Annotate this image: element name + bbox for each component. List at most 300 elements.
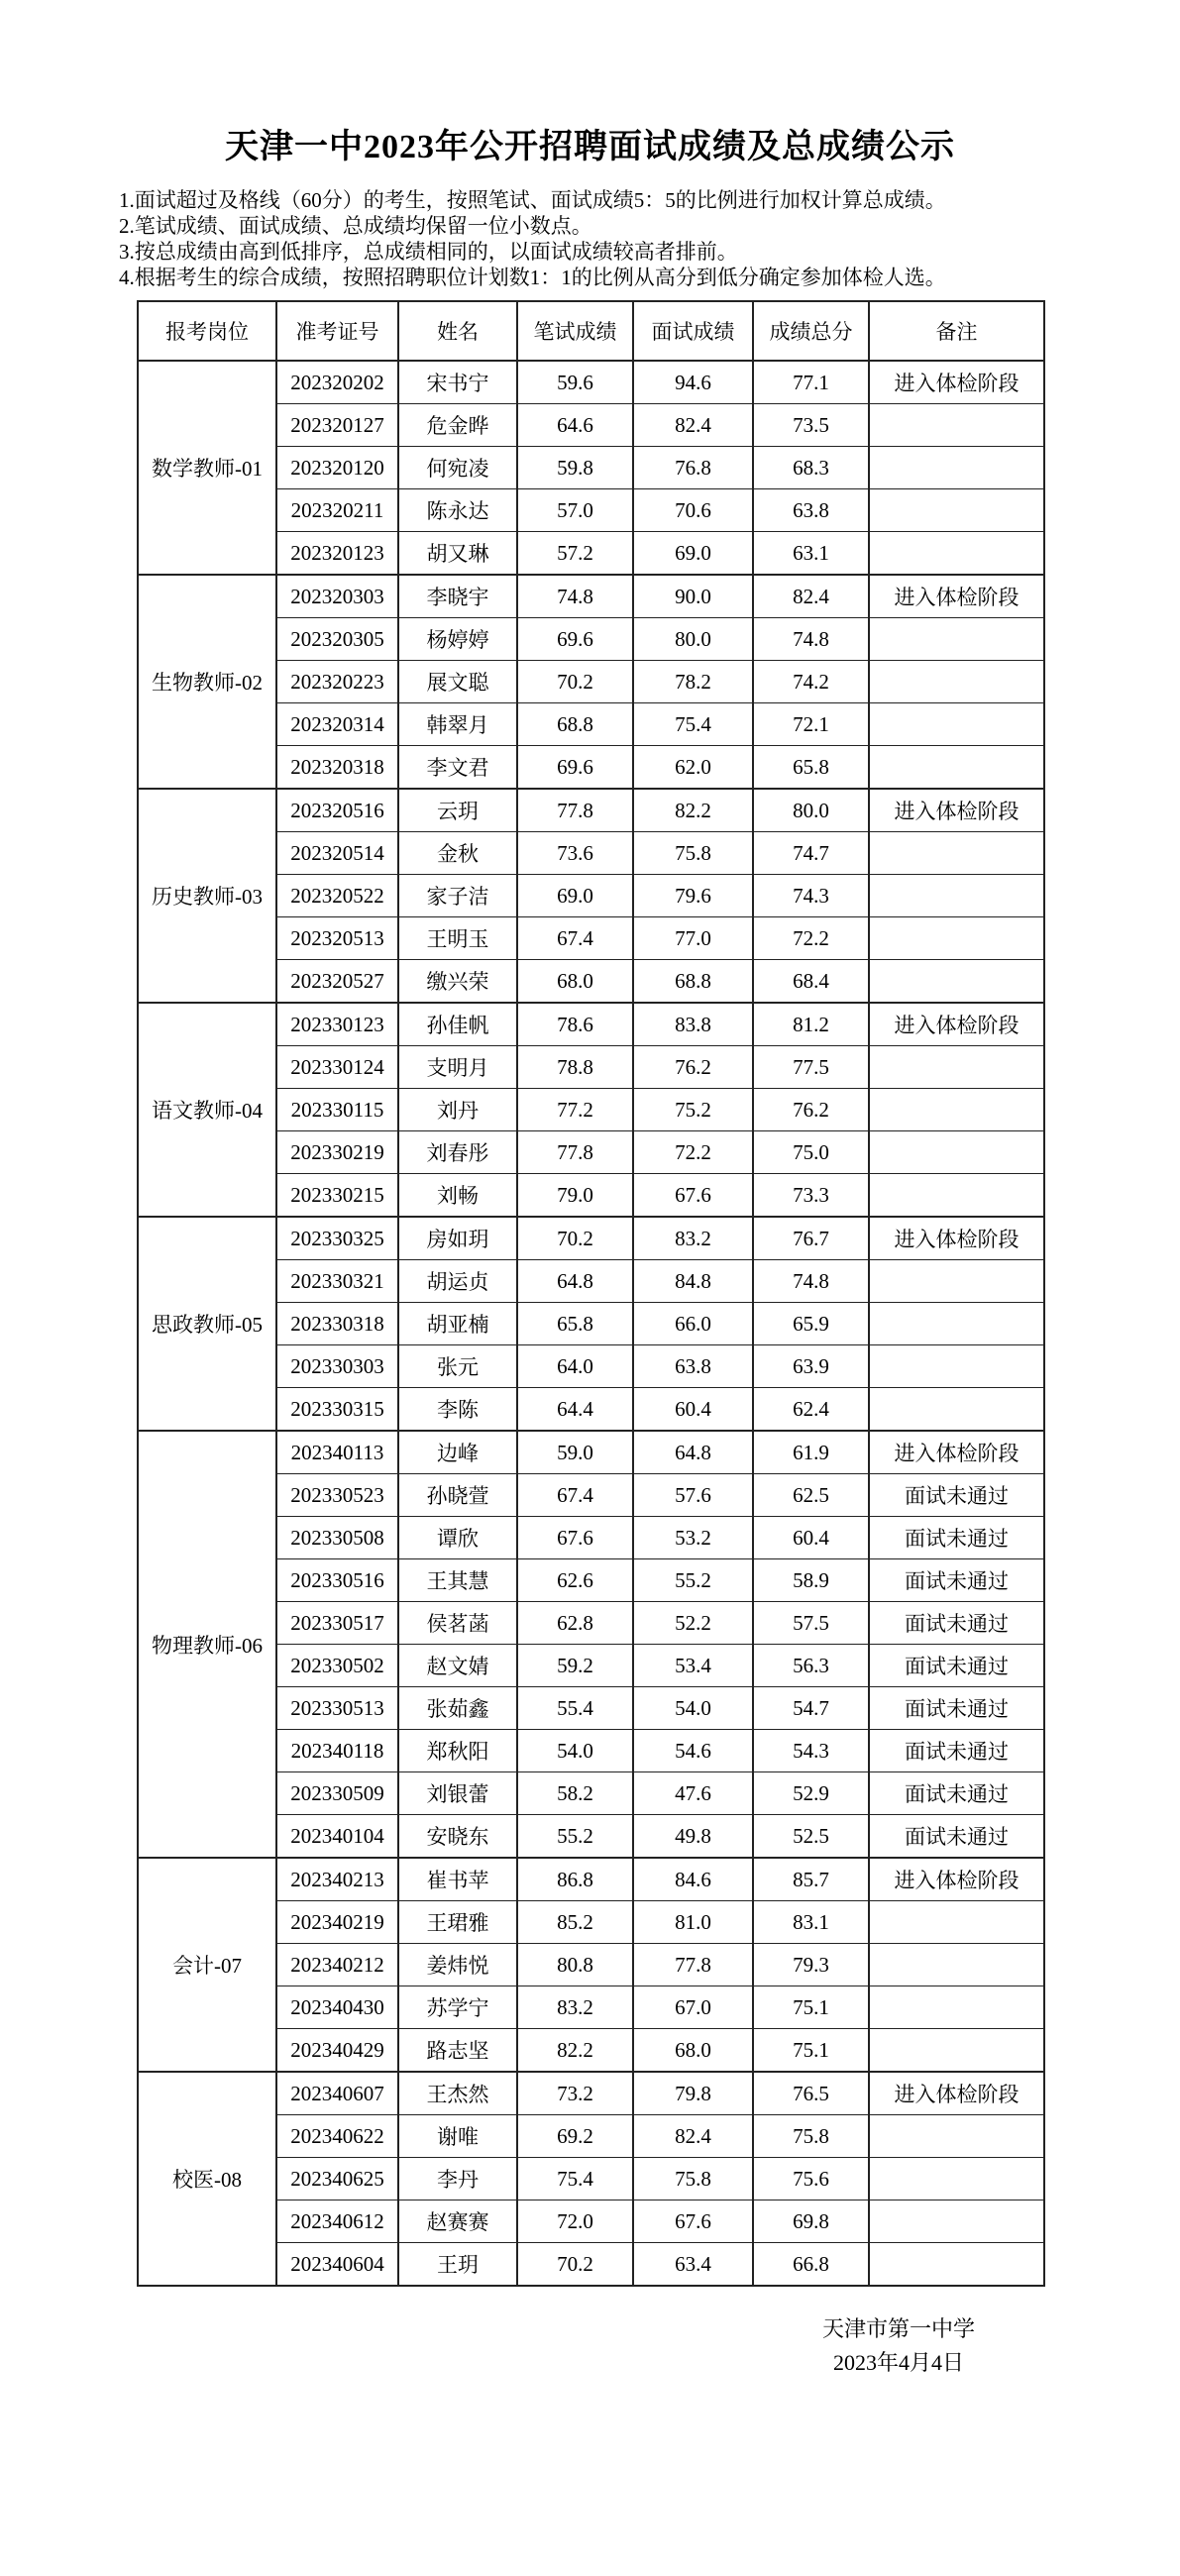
written-score-cell: 67.4 xyxy=(517,917,633,960)
written-score-cell: 77.8 xyxy=(517,1131,633,1174)
remark-cell xyxy=(869,404,1044,447)
written-score-cell: 59.2 xyxy=(517,1645,633,1687)
interview-score-cell: 64.8 xyxy=(633,1431,753,1474)
written-score-cell: 64.4 xyxy=(517,1388,633,1432)
exam-no-cell: 202330124 xyxy=(276,1046,398,1089)
interview-score-cell: 75.4 xyxy=(633,703,753,746)
name-cell: 家子洁 xyxy=(398,875,517,917)
interview-score-cell: 84.8 xyxy=(633,1260,753,1303)
total-score-cell: 75.1 xyxy=(753,1986,869,2029)
written-score-cell: 69.6 xyxy=(517,746,633,790)
exam-no-cell: 202320522 xyxy=(276,875,398,917)
total-score-cell: 74.3 xyxy=(753,875,869,917)
total-score-cell: 63.8 xyxy=(753,489,869,532)
total-score-cell: 74.2 xyxy=(753,661,869,703)
remark-cell: 进入体检阶段 xyxy=(869,575,1044,618)
written-score-cell: 64.8 xyxy=(517,1260,633,1303)
exam-no-cell: 202320318 xyxy=(276,746,398,790)
interview-score-cell: 63.4 xyxy=(633,2243,753,2287)
note-line: 4.根据考生的综合成绩，按照招聘职位计划数1：1的比例从高分到低分确定参加体检人选。 xyxy=(119,266,946,289)
interview-score-cell: 84.6 xyxy=(633,1858,753,1901)
header-exam-no: 准考证号 xyxy=(276,301,398,361)
total-score-cell: 58.9 xyxy=(753,1559,869,1602)
remark-cell: 进入体检阶段 xyxy=(869,1217,1044,1260)
total-score-cell: 83.1 xyxy=(753,1901,869,1944)
exam-no-cell: 202320516 xyxy=(276,789,398,832)
remark-cell: 进入体检阶段 xyxy=(869,1858,1044,1901)
name-cell: 边峰 xyxy=(398,1431,517,1474)
written-score-cell: 64.0 xyxy=(517,1345,633,1388)
remark-cell xyxy=(869,1260,1044,1303)
interview-score-cell: 68.8 xyxy=(633,960,753,1004)
remark-cell: 面试未通过 xyxy=(869,1730,1044,1772)
total-score-cell: 52.9 xyxy=(753,1772,869,1815)
remark-cell xyxy=(869,1174,1044,1218)
written-score-cell: 68.8 xyxy=(517,703,633,746)
remark-cell xyxy=(869,2200,1044,2243)
interview-score-cell: 52.2 xyxy=(633,1602,753,1645)
total-score-cell: 52.5 xyxy=(753,1815,869,1859)
exam-no-cell: 202330513 xyxy=(276,1687,398,1730)
remark-cell xyxy=(869,532,1044,576)
name-cell: 安晓东 xyxy=(398,1815,517,1859)
exam-no-cell: 202330516 xyxy=(276,1559,398,1602)
name-cell: 刘银蕾 xyxy=(398,1772,517,1815)
exam-no-cell: 202340113 xyxy=(276,1431,398,1474)
exam-no-cell: 202340212 xyxy=(276,1944,398,1986)
total-score-cell: 80.0 xyxy=(753,789,869,832)
written-score-cell: 65.8 xyxy=(517,1303,633,1345)
interview-score-cell: 75.8 xyxy=(633,2158,753,2200)
interview-score-cell: 53.4 xyxy=(633,1645,753,1687)
exam-no-cell: 202320223 xyxy=(276,661,398,703)
interview-score-cell: 75.2 xyxy=(633,1089,753,1131)
remark-cell: 面试未通过 xyxy=(869,1517,1044,1559)
written-score-cell: 67.4 xyxy=(517,1474,633,1517)
exam-no-cell: 202320303 xyxy=(276,575,398,618)
written-score-cell: 74.8 xyxy=(517,575,633,618)
exam-no-cell: 202330219 xyxy=(276,1131,398,1174)
exam-no-cell: 202330502 xyxy=(276,1645,398,1687)
exam-no-cell: 202320211 xyxy=(276,489,398,532)
remark-cell xyxy=(869,875,1044,917)
total-score-cell: 66.8 xyxy=(753,2243,869,2287)
remark-cell: 面试未通过 xyxy=(869,1687,1044,1730)
remark-cell xyxy=(869,1089,1044,1131)
written-score-cell: 59.8 xyxy=(517,447,633,489)
name-cell: 侯茗菡 xyxy=(398,1602,517,1645)
written-score-cell: 75.4 xyxy=(517,2158,633,2200)
table-row xyxy=(138,1217,1044,1260)
written-score-cell: 59.0 xyxy=(517,1431,633,1474)
name-cell: 王玥 xyxy=(398,2243,517,2287)
name-cell: 李文君 xyxy=(398,746,517,790)
table-row xyxy=(138,789,1044,832)
total-score-cell: 76.2 xyxy=(753,1089,869,1131)
total-score-cell: 74.8 xyxy=(753,618,869,661)
total-score-cell: 69.8 xyxy=(753,2200,869,2243)
total-score-cell: 60.4 xyxy=(753,1517,869,1559)
exam-no-cell: 202320514 xyxy=(276,832,398,875)
remark-cell: 进入体检阶段 xyxy=(869,2072,1044,2115)
interview-score-cell: 77.8 xyxy=(633,1944,753,1986)
name-cell: 孙晓萱 xyxy=(398,1474,517,1517)
name-cell: 房如玥 xyxy=(398,1217,517,1260)
interview-score-cell: 67.0 xyxy=(633,1986,753,2029)
written-score-cell: 59.6 xyxy=(517,361,633,404)
table-row xyxy=(138,2072,1044,2115)
written-score-cell: 82.2 xyxy=(517,2029,633,2073)
header-remark: 备注 xyxy=(869,301,1044,361)
remark-cell xyxy=(869,1046,1044,1089)
name-cell: 谭欣 xyxy=(398,1517,517,1559)
total-score-cell: 75.8 xyxy=(753,2115,869,2158)
total-score-cell: 65.8 xyxy=(753,746,869,790)
exam-no-cell: 202330115 xyxy=(276,1089,398,1131)
table-row xyxy=(138,1858,1044,1901)
name-cell: 支明月 xyxy=(398,1046,517,1089)
total-score-cell: 74.8 xyxy=(753,1260,869,1303)
name-cell: 王明玉 xyxy=(398,917,517,960)
header-interview-score: 面试成绩 xyxy=(633,301,753,361)
interview-score-cell: 81.0 xyxy=(633,1901,753,1944)
written-score-cell: 69.0 xyxy=(517,875,633,917)
written-score-cell: 58.2 xyxy=(517,1772,633,1815)
interview-score-cell: 68.0 xyxy=(633,2029,753,2073)
remark-cell: 进入体检阶段 xyxy=(869,1431,1044,1474)
exam-no-cell: 202320120 xyxy=(276,447,398,489)
remark-cell: 进入体检阶段 xyxy=(869,789,1044,832)
written-score-cell: 80.8 xyxy=(517,1944,633,1986)
written-score-cell: 70.2 xyxy=(517,2243,633,2287)
name-cell: 刘春彤 xyxy=(398,1131,517,1174)
remark-cell xyxy=(869,832,1044,875)
written-score-cell: 85.2 xyxy=(517,1901,633,1944)
total-score-cell: 76.7 xyxy=(753,1217,869,1260)
interview-score-cell: 75.8 xyxy=(633,832,753,875)
interview-score-cell: 79.6 xyxy=(633,875,753,917)
remark-cell xyxy=(869,960,1044,1004)
exam-no-cell: 202330318 xyxy=(276,1303,398,1345)
name-cell: 李陈 xyxy=(398,1388,517,1432)
total-score-cell: 72.1 xyxy=(753,703,869,746)
remark-cell xyxy=(869,1131,1044,1174)
interview-score-cell: 76.8 xyxy=(633,447,753,489)
name-cell: 张元 xyxy=(398,1345,517,1388)
position-cell: 语文教师-04 xyxy=(138,1003,276,1217)
name-cell: 胡又琳 xyxy=(398,532,517,576)
exam-no-cell: 202340625 xyxy=(276,2158,398,2200)
exam-no-cell: 202320305 xyxy=(276,618,398,661)
remark-cell xyxy=(869,1901,1044,1944)
exam-no-cell: 202330321 xyxy=(276,1260,398,1303)
exam-no-cell: 202330215 xyxy=(276,1174,398,1218)
total-score-cell: 74.7 xyxy=(753,832,869,875)
interview-score-cell: 63.8 xyxy=(633,1345,753,1388)
interview-score-cell: 90.0 xyxy=(633,575,753,618)
position-cell: 思政教师-05 xyxy=(138,1217,276,1431)
exam-no-cell: 202340604 xyxy=(276,2243,398,2287)
name-cell: 赵文婧 xyxy=(398,1645,517,1687)
remark-cell xyxy=(869,2158,1044,2200)
name-cell: 王其慧 xyxy=(398,1559,517,1602)
name-cell: 崔书苹 xyxy=(398,1858,517,1901)
total-score-cell: 82.4 xyxy=(753,575,869,618)
interview-score-cell: 79.8 xyxy=(633,2072,753,2115)
page-title: 天津一中2023年公开招聘面试成绩及总成绩公示 xyxy=(225,129,955,165)
written-score-cell: 67.6 xyxy=(517,1517,633,1559)
header-name: 姓名 xyxy=(398,301,517,361)
score-table xyxy=(137,300,1045,2287)
position-cell: 物理教师-06 xyxy=(138,1431,276,1858)
interview-score-cell: 69.0 xyxy=(633,532,753,576)
written-score-cell: 57.0 xyxy=(517,489,633,532)
interview-score-cell: 49.8 xyxy=(633,1815,753,1859)
total-score-cell: 75.1 xyxy=(753,2029,869,2073)
written-score-cell: 62.8 xyxy=(517,1602,633,1645)
exam-no-cell: 202340612 xyxy=(276,2200,398,2243)
exam-no-cell: 202330523 xyxy=(276,1474,398,1517)
name-cell: 危金晔 xyxy=(398,404,517,447)
header-written-score: 笔试成绩 xyxy=(517,301,633,361)
exam-no-cell: 202320123 xyxy=(276,532,398,576)
remark-cell xyxy=(869,618,1044,661)
notes-list xyxy=(119,187,1180,290)
exam-no-cell: 202330325 xyxy=(276,1217,398,1260)
written-score-cell: 77.8 xyxy=(517,789,633,832)
note-line: 2.笔试成绩、面试成绩、总成绩均保留一位小数点。 xyxy=(119,214,592,238)
total-score-cell: 65.9 xyxy=(753,1303,869,1345)
interview-score-cell: 57.6 xyxy=(633,1474,753,1517)
remark-cell: 面试未通过 xyxy=(869,1602,1044,1645)
total-score-cell: 68.3 xyxy=(753,447,869,489)
written-score-cell: 68.0 xyxy=(517,960,633,1004)
table-row xyxy=(138,1431,1044,1474)
remark-cell: 面试未通过 xyxy=(869,1815,1044,1859)
remark-cell xyxy=(869,2243,1044,2287)
remark-cell: 面试未通过 xyxy=(869,1772,1044,1815)
total-score-cell: 72.2 xyxy=(753,917,869,960)
total-score-cell: 75.6 xyxy=(753,2158,869,2200)
position-cell: 校医-08 xyxy=(138,2072,276,2286)
exam-no-cell: 202330517 xyxy=(276,1602,398,1645)
written-score-cell: 55.2 xyxy=(517,1815,633,1859)
name-cell: 王杰然 xyxy=(398,2072,517,2115)
name-cell: 李晓宇 xyxy=(398,575,517,618)
interview-score-cell: 82.4 xyxy=(633,2115,753,2158)
exam-no-cell: 202340118 xyxy=(276,1730,398,1772)
interview-score-cell: 82.2 xyxy=(633,789,753,832)
total-score-cell: 61.9 xyxy=(753,1431,869,1474)
name-cell: 刘畅 xyxy=(398,1174,517,1218)
interview-score-cell: 70.6 xyxy=(633,489,753,532)
name-cell: 苏学宁 xyxy=(398,1986,517,2029)
total-score-cell: 81.2 xyxy=(753,1003,869,1046)
written-score-cell: 83.2 xyxy=(517,1986,633,2029)
signature-date: 2023年4月4日 xyxy=(832,2350,964,2375)
written-score-cell: 78.6 xyxy=(517,1003,633,1046)
table-row xyxy=(138,361,1044,404)
written-score-cell: 70.2 xyxy=(517,1217,633,1260)
remark-cell xyxy=(869,1303,1044,1345)
remark-cell: 进入体检阶段 xyxy=(869,361,1044,404)
remark-cell xyxy=(869,2029,1044,2073)
total-score-cell: 73.3 xyxy=(753,1174,869,1218)
position-cell: 生物教师-02 xyxy=(138,575,276,789)
total-score-cell: 56.3 xyxy=(753,1645,869,1687)
written-score-cell: 54.0 xyxy=(517,1730,633,1772)
position-cell: 会计-07 xyxy=(138,1858,276,2072)
interview-score-cell: 77.0 xyxy=(633,917,753,960)
name-cell: 刘丹 xyxy=(398,1089,517,1131)
total-score-cell: 63.9 xyxy=(753,1345,869,1388)
exam-no-cell: 202330508 xyxy=(276,1517,398,1559)
exam-no-cell: 202340213 xyxy=(276,1858,398,1901)
written-score-cell: 79.0 xyxy=(517,1174,633,1218)
remark-cell xyxy=(869,1388,1044,1432)
name-cell: 谢唯 xyxy=(398,2115,517,2158)
written-score-cell: 77.2 xyxy=(517,1089,633,1131)
table-header-row xyxy=(138,301,1044,361)
written-score-cell: 69.2 xyxy=(517,2115,633,2158)
interview-score-cell: 72.2 xyxy=(633,1131,753,1174)
remark-cell: 面试未通过 xyxy=(869,1559,1044,1602)
name-cell: 路志坚 xyxy=(398,2029,517,2073)
table-row xyxy=(138,575,1044,618)
name-cell: 王珺雅 xyxy=(398,1901,517,1944)
exam-no-cell: 202320527 xyxy=(276,960,398,1004)
exam-no-cell: 202320127 xyxy=(276,404,398,447)
interview-score-cell: 47.6 xyxy=(633,1772,753,1815)
interview-score-cell: 54.6 xyxy=(633,1730,753,1772)
exam-no-cell: 202330315 xyxy=(276,1388,398,1432)
total-score-cell: 85.7 xyxy=(753,1858,869,1901)
name-cell: 缴兴荣 xyxy=(398,960,517,1004)
signature-org: 天津市第一中学 xyxy=(821,2316,975,2341)
name-cell: 李丹 xyxy=(398,2158,517,2200)
total-score-cell: 77.1 xyxy=(753,361,869,404)
total-score-cell: 75.0 xyxy=(753,1131,869,1174)
written-score-cell: 78.8 xyxy=(517,1046,633,1089)
name-cell: 郑秋阳 xyxy=(398,1730,517,1772)
written-score-cell: 55.4 xyxy=(517,1687,633,1730)
name-cell: 韩翠月 xyxy=(398,703,517,746)
header-position: 报考岗位 xyxy=(138,301,276,361)
remark-cell: 面试未通过 xyxy=(869,1645,1044,1687)
interview-score-cell: 83.2 xyxy=(633,1217,753,1260)
interview-score-cell: 83.8 xyxy=(633,1003,753,1046)
interview-score-cell: 62.0 xyxy=(633,746,753,790)
signature-block xyxy=(735,2312,1062,2380)
interview-score-cell: 55.2 xyxy=(633,1559,753,1602)
interview-score-cell: 67.6 xyxy=(633,2200,753,2243)
total-score-cell: 54.7 xyxy=(753,1687,869,1730)
total-score-cell: 68.4 xyxy=(753,960,869,1004)
total-score-cell: 79.3 xyxy=(753,1944,869,1986)
remark-cell xyxy=(869,746,1044,790)
written-score-cell: 64.6 xyxy=(517,404,633,447)
written-score-cell: 72.0 xyxy=(517,2200,633,2243)
position-cell: 数学教师-01 xyxy=(138,361,276,575)
remark-cell xyxy=(869,917,1044,960)
interview-score-cell: 53.2 xyxy=(633,1517,753,1559)
name-cell: 何宛凌 xyxy=(398,447,517,489)
remark-cell xyxy=(869,447,1044,489)
exam-no-cell: 202340429 xyxy=(276,2029,398,2073)
interview-score-cell: 54.0 xyxy=(633,1687,753,1730)
exam-no-cell: 202320202 xyxy=(276,361,398,404)
name-cell: 金秋 xyxy=(398,832,517,875)
exam-no-cell: 202330303 xyxy=(276,1345,398,1388)
name-cell: 宋书宁 xyxy=(398,361,517,404)
written-score-cell: 70.2 xyxy=(517,661,633,703)
exam-no-cell: 202340104 xyxy=(276,1815,398,1859)
total-score-cell: 77.5 xyxy=(753,1046,869,1089)
total-score-cell: 63.1 xyxy=(753,532,869,576)
exam-no-cell: 202340622 xyxy=(276,2115,398,2158)
interview-score-cell: 82.4 xyxy=(633,404,753,447)
name-cell: 云玥 xyxy=(398,789,517,832)
remark-cell xyxy=(869,1944,1044,1986)
written-score-cell: 73.6 xyxy=(517,832,633,875)
written-score-cell: 86.8 xyxy=(517,1858,633,1901)
exam-no-cell: 202340219 xyxy=(276,1901,398,1944)
note-line: 1.面试超过及格线（60分）的考生，按照笔试、面试成绩5：5的比例进行加权计算总成绩。 xyxy=(119,188,946,212)
exam-no-cell: 202340607 xyxy=(276,2072,398,2115)
total-score-cell: 76.5 xyxy=(753,2072,869,2115)
interview-score-cell: 67.6 xyxy=(633,1174,753,1218)
header-total-score: 成绩总分 xyxy=(753,301,869,361)
exam-no-cell: 202320513 xyxy=(276,917,398,960)
remark-cell xyxy=(869,703,1044,746)
name-cell: 赵赛赛 xyxy=(398,2200,517,2243)
remark-cell xyxy=(869,661,1044,703)
interview-score-cell: 78.2 xyxy=(633,661,753,703)
interview-score-cell: 76.2 xyxy=(633,1046,753,1089)
total-score-cell: 62.5 xyxy=(753,1474,869,1517)
remark-cell xyxy=(869,489,1044,532)
remark-cell xyxy=(869,1345,1044,1388)
total-score-cell: 62.4 xyxy=(753,1388,869,1432)
name-cell: 陈永达 xyxy=(398,489,517,532)
exam-no-cell: 202320314 xyxy=(276,703,398,746)
note-line: 3.按总成绩由高到低排序，总成绩相同的，以面试成绩较高者排前。 xyxy=(119,240,738,264)
exam-no-cell: 202340430 xyxy=(276,1986,398,2029)
written-score-cell: 57.2 xyxy=(517,532,633,576)
name-cell: 张茹鑫 xyxy=(398,1687,517,1730)
name-cell: 胡运贞 xyxy=(398,1260,517,1303)
name-cell: 杨婷婷 xyxy=(398,618,517,661)
written-score-cell: 69.6 xyxy=(517,618,633,661)
table-row xyxy=(138,1003,1044,1046)
name-cell: 胡亚楠 xyxy=(398,1303,517,1345)
interview-score-cell: 66.0 xyxy=(633,1303,753,1345)
written-score-cell: 73.2 xyxy=(517,2072,633,2115)
remark-cell xyxy=(869,1986,1044,2029)
exam-no-cell: 202330123 xyxy=(276,1003,398,1046)
interview-score-cell: 80.0 xyxy=(633,618,753,661)
remark-cell xyxy=(869,2115,1044,2158)
remark-cell: 面试未通过 xyxy=(869,1474,1044,1517)
position-cell: 历史教师-03 xyxy=(138,789,276,1003)
total-score-cell: 57.5 xyxy=(753,1602,869,1645)
exam-no-cell: 202330509 xyxy=(276,1772,398,1815)
name-cell: 展文聪 xyxy=(398,661,517,703)
interview-score-cell: 94.6 xyxy=(633,361,753,404)
total-score-cell: 73.5 xyxy=(753,404,869,447)
interview-score-cell: 60.4 xyxy=(633,1388,753,1432)
name-cell: 姜炜悦 xyxy=(398,1944,517,1986)
